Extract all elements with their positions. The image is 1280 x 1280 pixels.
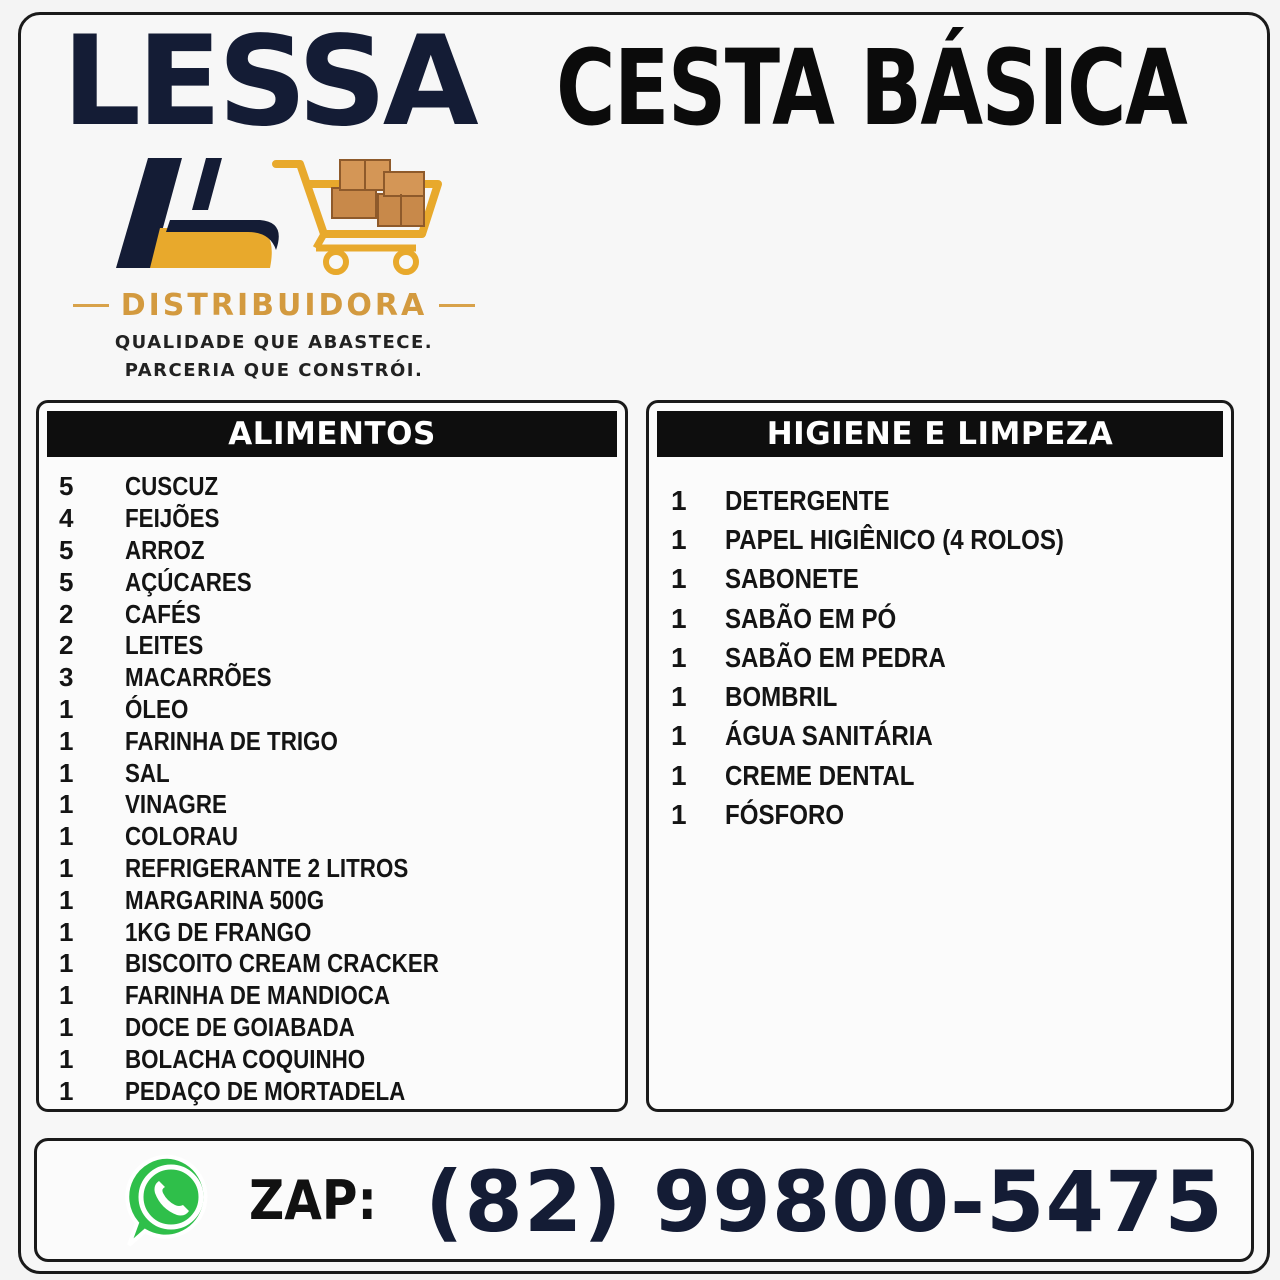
item-quantity: 1 <box>671 681 687 713</box>
list-item <box>649 717 1231 756</box>
item-quantity: 1 <box>59 884 74 915</box>
item-name: PAPEL HIGIÊNICO (4 ROLOS) <box>725 523 1064 555</box>
item-quantity: 1 <box>671 523 687 555</box>
item-name: CUSCUZ <box>125 471 219 502</box>
item-name: ÁGUA SANITÁRIA <box>725 720 933 752</box>
logo-cart-icon <box>110 150 450 280</box>
item-name: MARGARINA 500G <box>125 884 325 915</box>
item-quantity: 5 <box>59 534 74 565</box>
item-quantity: 2 <box>59 598 74 629</box>
distribuidora-row <box>44 285 504 325</box>
item-quantity: 1 <box>59 757 74 788</box>
headline: CESTA BÁSICA <box>556 27 1187 149</box>
item-quantity: 1 <box>59 1011 74 1042</box>
list-item <box>39 789 625 821</box>
list-item <box>39 1012 625 1044</box>
alimentos-list <box>39 471 625 1107</box>
zap-label: ZAP: <box>249 1169 377 1232</box>
item-quantity: 1 <box>59 789 74 820</box>
item-name: FARINHA DE MANDIOCA <box>125 980 391 1011</box>
item-name: FARINHA DE TRIGO <box>125 725 338 756</box>
item-quantity: 1 <box>671 641 687 673</box>
divider-line <box>73 304 109 307</box>
list-item <box>39 853 625 885</box>
list-item <box>649 638 1231 677</box>
higiene-list <box>649 481 1231 835</box>
item-quantity: 1 <box>59 1043 74 1074</box>
item-name: CREME DENTAL <box>725 759 915 791</box>
item-quantity: 3 <box>59 662 74 693</box>
list-item <box>39 694 625 726</box>
list-item <box>39 948 625 980</box>
item-name: DETERGENTE <box>725 484 890 516</box>
item-quantity: 1 <box>671 759 687 791</box>
list-item <box>39 503 625 535</box>
list-item <box>649 560 1231 599</box>
whatsapp-icon[interactable] <box>123 1151 219 1251</box>
item-name: BOLACHA COQUINHO <box>125 1043 366 1074</box>
list-item <box>39 630 625 662</box>
list-item <box>649 599 1231 638</box>
item-quantity: 1 <box>671 563 687 595</box>
list-item <box>649 481 1231 520</box>
item-name: CAFÉS <box>125 598 201 629</box>
item-quantity: 1 <box>59 821 74 852</box>
item-name: REFRIGERANTE 2 LITROS <box>125 852 409 883</box>
item-quantity: 1 <box>671 484 687 516</box>
brand-subtitle: DISTRIBUIDORA <box>120 287 428 323</box>
list-item <box>649 520 1231 559</box>
list-item <box>39 980 625 1012</box>
phone-number[interactable]: (82) 99800-5475 <box>425 1153 1224 1251</box>
item-quantity: 1 <box>59 725 74 756</box>
list-item <box>39 471 625 503</box>
item-quantity: 1 <box>59 693 74 724</box>
item-name: COLORAU <box>125 821 239 852</box>
item-name: BISCOITO CREAM CRACKER <box>125 948 439 979</box>
tagline-1: QUALIDADE QUE ABASTECE. <box>114 332 434 353</box>
item-quantity: 2 <box>59 630 74 661</box>
item-name: SABÃO EM PEDRA <box>725 641 946 673</box>
list-item <box>39 916 625 948</box>
item-name: FEIJÕES <box>125 503 220 534</box>
item-quantity: 1 <box>671 602 687 634</box>
list-item <box>39 1043 625 1075</box>
item-quantity: 5 <box>59 566 74 597</box>
tagline-2: PARCERIA QUE CONSTRÓI. <box>124 360 424 381</box>
item-name: 1KG DE FRANGO <box>125 916 312 947</box>
list-item <box>39 566 625 598</box>
item-name: DOCE DE GOIABADA <box>125 1011 355 1042</box>
item-name: ARROZ <box>125 534 205 565</box>
list-item <box>649 677 1231 716</box>
item-quantity: 1 <box>671 720 687 752</box>
alimentos-title: ALIMENTOS <box>47 411 617 457</box>
item-name: VINAGRE <box>125 789 227 820</box>
item-quantity: 4 <box>59 503 74 534</box>
list-item <box>39 535 625 567</box>
item-quantity: 5 <box>59 471 74 502</box>
list-item <box>39 725 625 757</box>
item-quantity: 1 <box>59 980 74 1011</box>
item-quantity: 1 <box>59 1075 74 1106</box>
item-quantity: 1 <box>59 948 74 979</box>
list-item <box>39 757 625 789</box>
list-item <box>39 1075 625 1107</box>
item-quantity: 1 <box>671 799 687 831</box>
item-name: SAL <box>125 757 170 788</box>
item-name: SABONETE <box>725 563 859 595</box>
item-quantity: 1 <box>59 916 74 947</box>
brand-name: LESSA <box>62 10 475 154</box>
list-item <box>39 598 625 630</box>
divider-line <box>439 304 475 307</box>
item-name: LEITES <box>125 630 204 661</box>
alimentos-panel <box>36 400 628 1112</box>
higiene-panel <box>646 400 1234 1112</box>
item-name: PEDAÇO DE MORTADELA <box>125 1075 406 1106</box>
list-item <box>649 795 1231 834</box>
contact-footer <box>34 1138 1254 1262</box>
item-name: SABÃO EM PÓ <box>725 602 897 634</box>
list-item <box>39 884 625 916</box>
item-name: BOMBRIL <box>725 681 838 713</box>
higiene-title: HIGIENE E LIMPEZA <box>657 411 1223 457</box>
list-item <box>39 662 625 694</box>
item-quantity: 1 <box>59 852 74 883</box>
list-item <box>649 756 1231 795</box>
item-name: ÓLEO <box>125 693 189 724</box>
item-name: MACARRÕES <box>125 662 272 693</box>
item-name: AÇÚCARES <box>125 566 252 597</box>
list-item <box>39 821 625 853</box>
item-name: FÓSFORO <box>725 799 845 831</box>
